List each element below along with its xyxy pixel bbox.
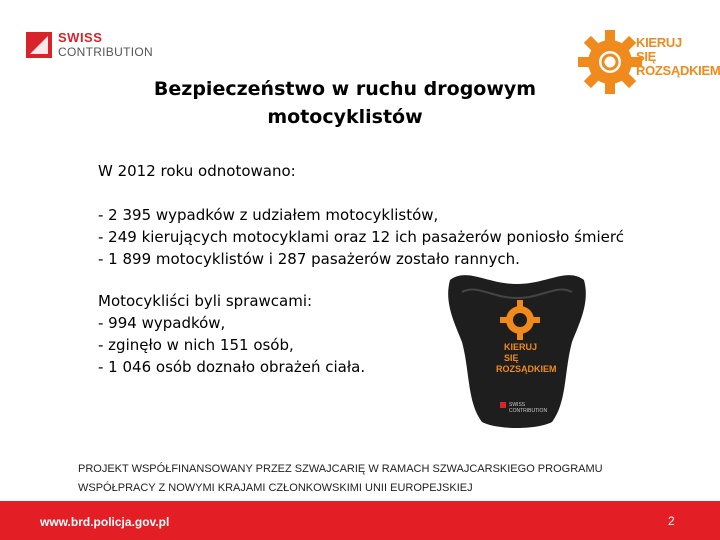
list-item: - 2 395 wypadków z udziałem motocyklistów, <box>98 206 439 224</box>
svg-text:ROZSĄDKIEM: ROZSĄDKIEM <box>496 364 557 374</box>
campaign-logo-text <box>636 36 720 78</box>
project-funding-note <box>78 460 678 498</box>
slide-title <box>110 75 580 131</box>
project-note-line1: PROJEKT WSPÓŁFINANSOWANY PRZEZ SZWAJCARIĘ W RAMACH SZWAJCARSKIEGO PROGRAMU <box>78 463 603 475</box>
svg-text:SWISS: SWISS <box>509 402 526 408</box>
campaign-line3: ROZSĄDKIEM <box>636 63 720 78</box>
list-item: - 1 046 osób doznało obrażeń ciała. <box>98 358 366 376</box>
campaign-line2: SIĘ <box>636 49 657 64</box>
page-number: 2 <box>668 514 675 528</box>
swiss-logo-line2: CONTRIBUTION <box>58 45 153 59</box>
campaign-line1: KIERUJ <box>636 35 682 50</box>
svg-text:SIĘ: SIĘ <box>504 353 519 363</box>
perpetrators-heading: Motocykliści byli sprawcami: <box>98 292 313 310</box>
swiss-flag-icon <box>26 32 52 58</box>
svg-text:KIERUJ: KIERUJ <box>504 342 538 352</box>
stats-2012-heading: W 2012 roku odnotowano: <box>98 162 296 180</box>
footer-bar <box>0 501 720 540</box>
title-line1: Bezpieczeństwo w ruchu drogowym <box>153 78 537 100</box>
campaign-logo <box>578 22 720 102</box>
swiss-contribution-logo <box>26 30 166 64</box>
stats-2012-section <box>98 160 624 270</box>
list-item: - 249 kierujących motocyklami oraz 12 ich pasażerów poniosło śmierć <box>98 228 624 246</box>
title-line2: motocyklistów <box>267 106 423 128</box>
perpetrators-section <box>98 290 365 378</box>
list-item: - 994 wypadków, <box>98 314 226 332</box>
swiss-logo-line1: SWISS <box>58 30 103 45</box>
list-item: - zginęło w nich 151 osób, <box>98 336 294 354</box>
project-note-line2: WSPÓŁPRACY Z NOWYMI KRAJAMI CZŁONKOWSKIMI UNII EUROPEJSKIEJ <box>78 482 473 494</box>
footer-url-link[interactable]: www.brd.policja.gov.pl <box>40 515 170 529</box>
tank-pad-image <box>442 262 592 430</box>
list-item: - 1 899 motocyklistów i 287 pasażerów zostało rannych. <box>98 250 520 268</box>
svg-text:CONTRIBUTION: CONTRIBUTION <box>509 408 548 414</box>
